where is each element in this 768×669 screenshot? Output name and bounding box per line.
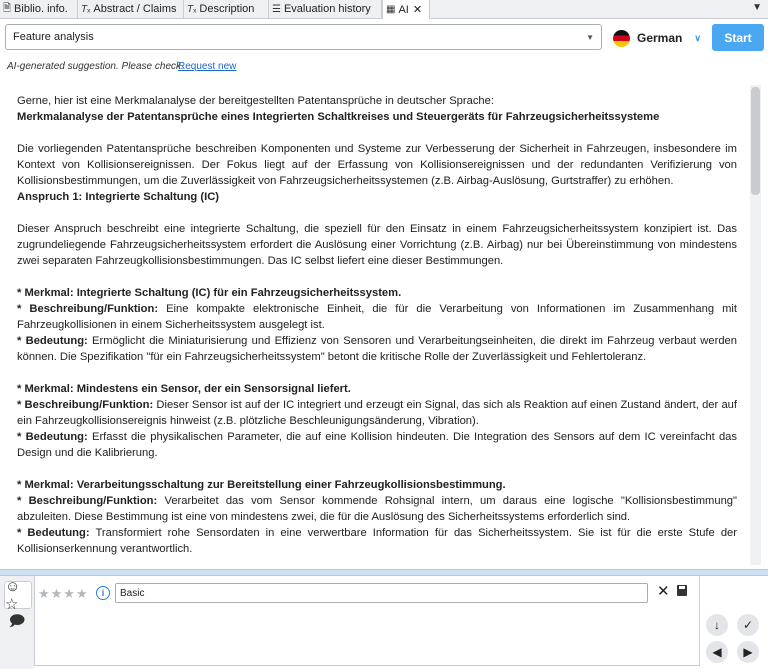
claim-title: Anspruch 1: Integrierte Schaltung (IC): [17, 191, 220, 203]
thumbs-down-icon[interactable]: ↓: [706, 614, 728, 636]
feature-description: [17, 493, 737, 525]
close-icon[interactable]: ✕: [412, 4, 423, 16]
tab-description[interactable]: [184, 0, 269, 18]
tab-evaluation-history[interactable]: [269, 0, 382, 18]
significance-label: * Bedeutung:: [17, 431, 88, 443]
significance-text: Erfasst die physikalischen Parameter, die auf eine Kollision hindeuten. Die Integration des Sensors auf dem IC vereinfacht das Design und die Kalibrierung.: [17, 431, 737, 459]
feature-block: [17, 381, 737, 461]
tab-label: AI: [398, 3, 409, 16]
save-icon[interactable]: [677, 585, 687, 596]
vertical-scrollbar[interactable]: [750, 85, 761, 565]
feature-description: [17, 301, 737, 333]
language-value: German: [637, 31, 683, 45]
feature-significance: [17, 525, 737, 557]
analysis-text: [7, 85, 737, 565]
tab-biblio-info[interactable]: [0, 0, 78, 18]
panel-splitter[interactable]: [0, 569, 768, 576]
text-format-icon: Tₓ: [187, 3, 197, 15]
start-button[interactable]: Start: [712, 24, 764, 51]
feature-title: * Merkmal: Verarbeitungsschaltung zur Bereitstellung einer Fahrzeugkollisionsbestimmung.: [17, 479, 506, 491]
feature-title: * Merkmal: Integrierte Schaltung (IC) für ein Fahrzeugsicherheitssystem.: [17, 287, 402, 299]
description-label: * Beschreibung/Funktion:: [17, 399, 154, 411]
tab-label: Description: [199, 3, 255, 15]
tab-label: Abstract / Claims: [93, 3, 177, 15]
comment-icon[interactable]: 🗩: [8, 612, 26, 630]
scrollbar-thumb[interactable]: [751, 87, 760, 195]
check-icon[interactable]: ✓: [737, 614, 759, 636]
feature-title: * Merkmal: Mindestens ein Sensor, der ein Sensorsignal liefert.: [17, 383, 351, 395]
tab-abstract-claims[interactable]: [78, 0, 184, 18]
next-icon[interactable]: ▶: [737, 641, 759, 663]
description-text: Verarbeitet das vom Sensor kommende Rohsignal intern, um daraus eine logische "Kollisionsbestimmung" abzuleiten. Diese Bestimmung ist eine von mindestens zwei, die für die Auslösung des Sicherheitssystems erforderlich sind.: [17, 495, 737, 523]
language-select[interactable]: [613, 26, 701, 50]
overview-paragraph: Die vorliegenden Patentansprüche beschreiben Komponenten und Systeme zur Verbesserung der Sicherheit in Fahrzeugen, insbesondere im Kontext von Kollisionsereignissen. Der Fokus liegt auf der Erfassung von Kollisionsereignissen und der redundanten Verifizierung von Kollisionsbestimmungen, um die Zuverlässigkeit von Fahrzeugsicherheitssystemen (z.B. Airbag-Auslösung, Gurtstraffer) zu erhöhen.: [17, 143, 737, 187]
analysis-heading: Merkmalanalyse der Patentansprüche eines Integrierten Schaltkreises und Steuergeräts für Fahrzeugsicherheitssysteme: [17, 111, 660, 123]
significance-label: * Bedeutung:: [17, 527, 90, 539]
comment-side-toolbar: [0, 576, 34, 669]
intro-text: Gerne, hier ist eine Merkmalanalyse der bereitgestellten Patentansprüche in deutscher Sprache:: [17, 95, 494, 107]
request-new-link[interactable]: Request new: [178, 61, 237, 72]
document-icon: 🗎: [3, 2, 12, 14]
info-icon[interactable]: i: [96, 586, 110, 600]
tab-label: Biblio. info.: [14, 3, 68, 15]
list-icon: ☰: [272, 3, 281, 15]
significance-label: * Bedeutung:: [17, 335, 88, 347]
feature-description: [17, 397, 737, 429]
dropdown-caret-icon: ▼: [586, 33, 594, 42]
description-label: * Beschreibung/Funktion:: [17, 495, 158, 507]
description-label: * Beschreibung/Funktion:: [17, 303, 159, 315]
description-text: Eine kompakte elektronische Einheit, die für die Verarbeitung von Informationen im Zusammenhang mit Fahrzeugkollisionen in einem Sicherheitssystem ausgelegt ist.: [17, 303, 737, 331]
ai-notice: AI-generated suggestion. Please check.: [7, 61, 184, 72]
analysis-type-value: Feature analysis: [13, 31, 94, 43]
clear-icon[interactable]: ✕: [657, 583, 670, 600]
feature-block: [17, 285, 737, 365]
user-rating-icon[interactable]: ☺☆: [4, 581, 32, 609]
tab-overflow-icon[interactable]: ▼: [752, 2, 762, 13]
analysis-type-select[interactable]: [5, 24, 602, 50]
tab-ai[interactable]: [382, 0, 430, 19]
description-text: Dieser Sensor ist auf der IC integriert und erzeugt ein Signal, das sich als Reaktion auf einen Zustand ändert, der auf ein Fahrzeugkollisionsereignis hinweist (z.B. plötzliche Beschleunigungsänderung, Vibration).: [17, 399, 737, 427]
feature-significance: [17, 333, 737, 365]
category-field[interactable]: [115, 583, 648, 603]
claim-paragraph: Dieser Anspruch beschreibt eine integrierte Schaltung, die speziell für den Einsatz in einem Fahrzeugsicherheitssystem konzipiert ist. Das zugrundeliegende Fahrzeugsicherheitssystem erfordert die Auslösung einer Vorrichtung (z.B. Airbag) nur bei Übereinstimmung von mindestens zwei separaten Fahrzeugkollisionsbestimmungen. Das IC selbst liefert eine dieser Bestimmungen.: [17, 223, 737, 267]
previous-icon[interactable]: ◀: [706, 641, 728, 663]
ai-chip-icon: ▦: [386, 4, 396, 15]
feature-block: [17, 477, 737, 557]
tab-label: Evaluation history: [283, 3, 371, 15]
feature-significance: [17, 429, 737, 461]
chevron-down-icon: ∨: [694, 32, 701, 43]
german-flag-icon: [613, 30, 630, 47]
star-rating[interactable]: ★★★★: [38, 586, 89, 601]
category-value: Basic: [120, 587, 145, 599]
text-format-icon: Tₓ: [81, 3, 91, 15]
tab-bar: [0, 0, 768, 19]
significance-text: Ermöglicht die Miniaturisierung und Effizienz von Sensoren und Verarbeitungseinheiten, die direkt im Fahrzeug verbaut werden können. Die Spezifikation "für ein Fahrzeugsicherheitssystem" betont die kritische Rolle der Zuverlässigkeit und Fehlertoleranz.: [17, 335, 737, 363]
significance-text: Transformiert rohe Sensordaten in eine verwertbare Information für das Sicherheitssystem. Sie ist für die erste Stufe der Kollisionserkennung verantwortlich.: [17, 527, 737, 555]
